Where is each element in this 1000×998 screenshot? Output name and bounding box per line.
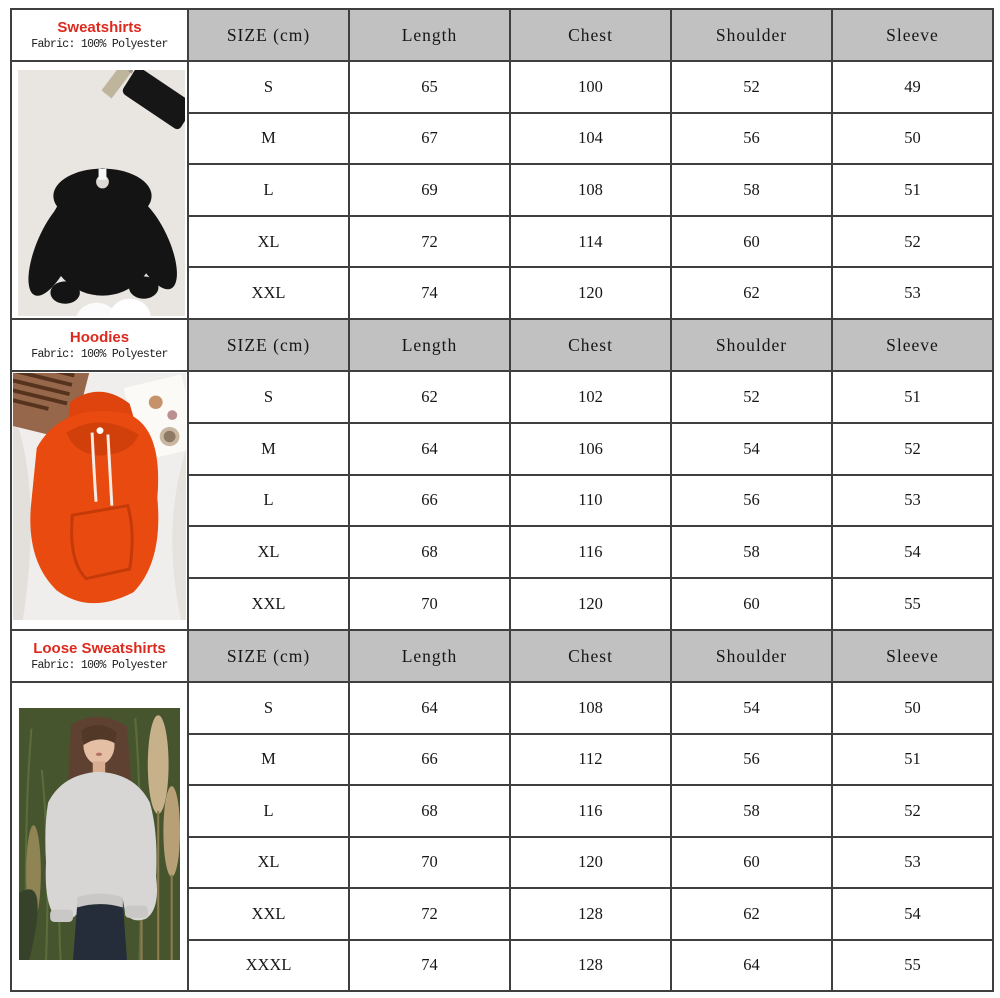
measurement-cell: 66 — [349, 734, 510, 786]
product-info-cell — [11, 319, 188, 371]
measurement-cell: 72 — [349, 216, 510, 268]
measurement-cell: 56 — [671, 475, 832, 527]
product-photo-cell — [11, 682, 188, 991]
measurement-cell: 69 — [349, 164, 510, 216]
measurement-cell: 102 — [510, 371, 671, 423]
measurement-cell: 54 — [832, 526, 993, 578]
measurement-cell: 49 — [832, 61, 993, 113]
measurement-cell: 74 — [349, 267, 510, 319]
column-header-cell: Chest — [510, 9, 671, 61]
measurement-cell: 120 — [510, 267, 671, 319]
measurement-cell: 60 — [671, 837, 832, 889]
measurement-cell: 108 — [510, 164, 671, 216]
section-sweatshirts — [11, 9, 993, 319]
measurement-cell: 54 — [671, 423, 832, 475]
size-cell: XXXL — [188, 940, 349, 992]
column-header-cell: SIZE (cm) — [188, 9, 349, 61]
measurement-cell: 53 — [832, 267, 993, 319]
measurement-cell: 68 — [349, 526, 510, 578]
measurement-cell: 62 — [671, 888, 832, 940]
fabric-label: Fabric: 100% Polyester — [31, 347, 168, 361]
column-header-cell: Sleeve — [832, 630, 993, 682]
measurement-cell: 58 — [671, 785, 832, 837]
measurement-cell: 70 — [349, 837, 510, 889]
measurement-cell: 64 — [349, 423, 510, 475]
measurement-cell: 55 — [832, 578, 993, 630]
measurement-cell: 128 — [510, 888, 671, 940]
measurement-cell: 70 — [349, 578, 510, 630]
size-cell: S — [188, 371, 349, 423]
size-cell: M — [188, 113, 349, 165]
size-cell: XL — [188, 526, 349, 578]
measurement-cell: 72 — [349, 888, 510, 940]
column-header-cell: Sleeve — [832, 319, 993, 371]
product-info-cell — [11, 9, 188, 61]
measurement-cell: 56 — [671, 734, 832, 786]
measurement-cell: 60 — [671, 578, 832, 630]
measurement-cell: 64 — [349, 682, 510, 734]
measurement-cell: 104 — [510, 113, 671, 165]
measurement-cell: 62 — [671, 267, 832, 319]
size-cell: L — [188, 164, 349, 216]
size-cell: M — [188, 423, 349, 475]
size-cell: L — [188, 785, 349, 837]
measurement-cell: 68 — [349, 785, 510, 837]
size-cell: XL — [188, 216, 349, 268]
measurement-cell: 52 — [832, 785, 993, 837]
column-header-cell: Chest — [510, 319, 671, 371]
size-cell: S — [188, 61, 349, 113]
size-cell: XL — [188, 837, 349, 889]
product-title: Hoodies — [69, 329, 130, 347]
orange-hoodie-photo — [13, 373, 186, 620]
measurement-cell: 120 — [510, 837, 671, 889]
fabric-label: Fabric: 100% Polyester — [31, 658, 168, 672]
column-header-cell: Shoulder — [671, 630, 832, 682]
measurement-cell: 112 — [510, 734, 671, 786]
product-title: Sweatshirts — [57, 19, 142, 37]
column-header-cell: Chest — [510, 630, 671, 682]
size-cell: XXL — [188, 578, 349, 630]
measurement-cell: 120 — [510, 578, 671, 630]
column-header-cell: Length — [349, 630, 510, 682]
gray-sweatshirt-model-photo — [19, 708, 180, 960]
column-header-cell: SIZE (cm) — [188, 319, 349, 371]
size-chart — [10, 8, 994, 992]
measurement-cell: 66 — [349, 475, 510, 527]
measurement-cell: 55 — [832, 940, 993, 992]
measurement-cell: 65 — [349, 61, 510, 113]
measurement-cell: 108 — [510, 682, 671, 734]
section-loose-sweatshirts — [11, 630, 993, 991]
black-sweatshirt-photo — [18, 70, 185, 316]
column-header-cell: Length — [349, 319, 510, 371]
size-cell: XXL — [188, 888, 349, 940]
measurement-cell: 54 — [832, 888, 993, 940]
size-cell: S — [188, 682, 349, 734]
product-info-cell — [11, 630, 188, 682]
measurement-cell: 52 — [832, 216, 993, 268]
measurement-cell: 50 — [832, 113, 993, 165]
size-cell: L — [188, 475, 349, 527]
measurement-cell: 114 — [510, 216, 671, 268]
measurement-cell: 58 — [671, 164, 832, 216]
fabric-label: Fabric: 100% Polyester — [31, 37, 168, 51]
measurement-cell: 54 — [671, 682, 832, 734]
measurement-cell: 106 — [510, 423, 671, 475]
measurement-cell: 58 — [671, 526, 832, 578]
measurement-cell: 62 — [349, 371, 510, 423]
measurement-cell: 50 — [832, 682, 993, 734]
product-photo-cell — [11, 61, 188, 319]
measurement-cell: 51 — [832, 734, 993, 786]
size-cell: M — [188, 734, 349, 786]
measurement-cell: 74 — [349, 940, 510, 992]
column-header-cell: Shoulder — [671, 9, 832, 61]
measurement-cell: 116 — [510, 526, 671, 578]
measurement-cell: 53 — [832, 475, 993, 527]
measurement-cell: 64 — [671, 940, 832, 992]
measurement-cell: 67 — [349, 113, 510, 165]
measurement-cell: 116 — [510, 785, 671, 837]
measurement-cell: 52 — [671, 371, 832, 423]
size-cell: XXL — [188, 267, 349, 319]
column-header-cell: SIZE (cm) — [188, 630, 349, 682]
product-photo-cell — [11, 371, 188, 630]
measurement-cell: 52 — [832, 423, 993, 475]
measurement-cell: 100 — [510, 61, 671, 113]
measurement-cell: 60 — [671, 216, 832, 268]
product-title: Loose Sweatshirts — [33, 640, 166, 658]
measurement-cell: 51 — [832, 164, 993, 216]
column-header-cell: Length — [349, 9, 510, 61]
measurement-cell: 51 — [832, 371, 993, 423]
measurement-cell: 128 — [510, 940, 671, 992]
measurement-cell: 110 — [510, 475, 671, 527]
measurement-cell: 53 — [832, 837, 993, 889]
section-hoodies — [11, 319, 993, 630]
measurement-cell: 52 — [671, 61, 832, 113]
measurement-cell: 56 — [671, 113, 832, 165]
column-header-cell: Shoulder — [671, 319, 832, 371]
column-header-cell: Sleeve — [832, 9, 993, 61]
